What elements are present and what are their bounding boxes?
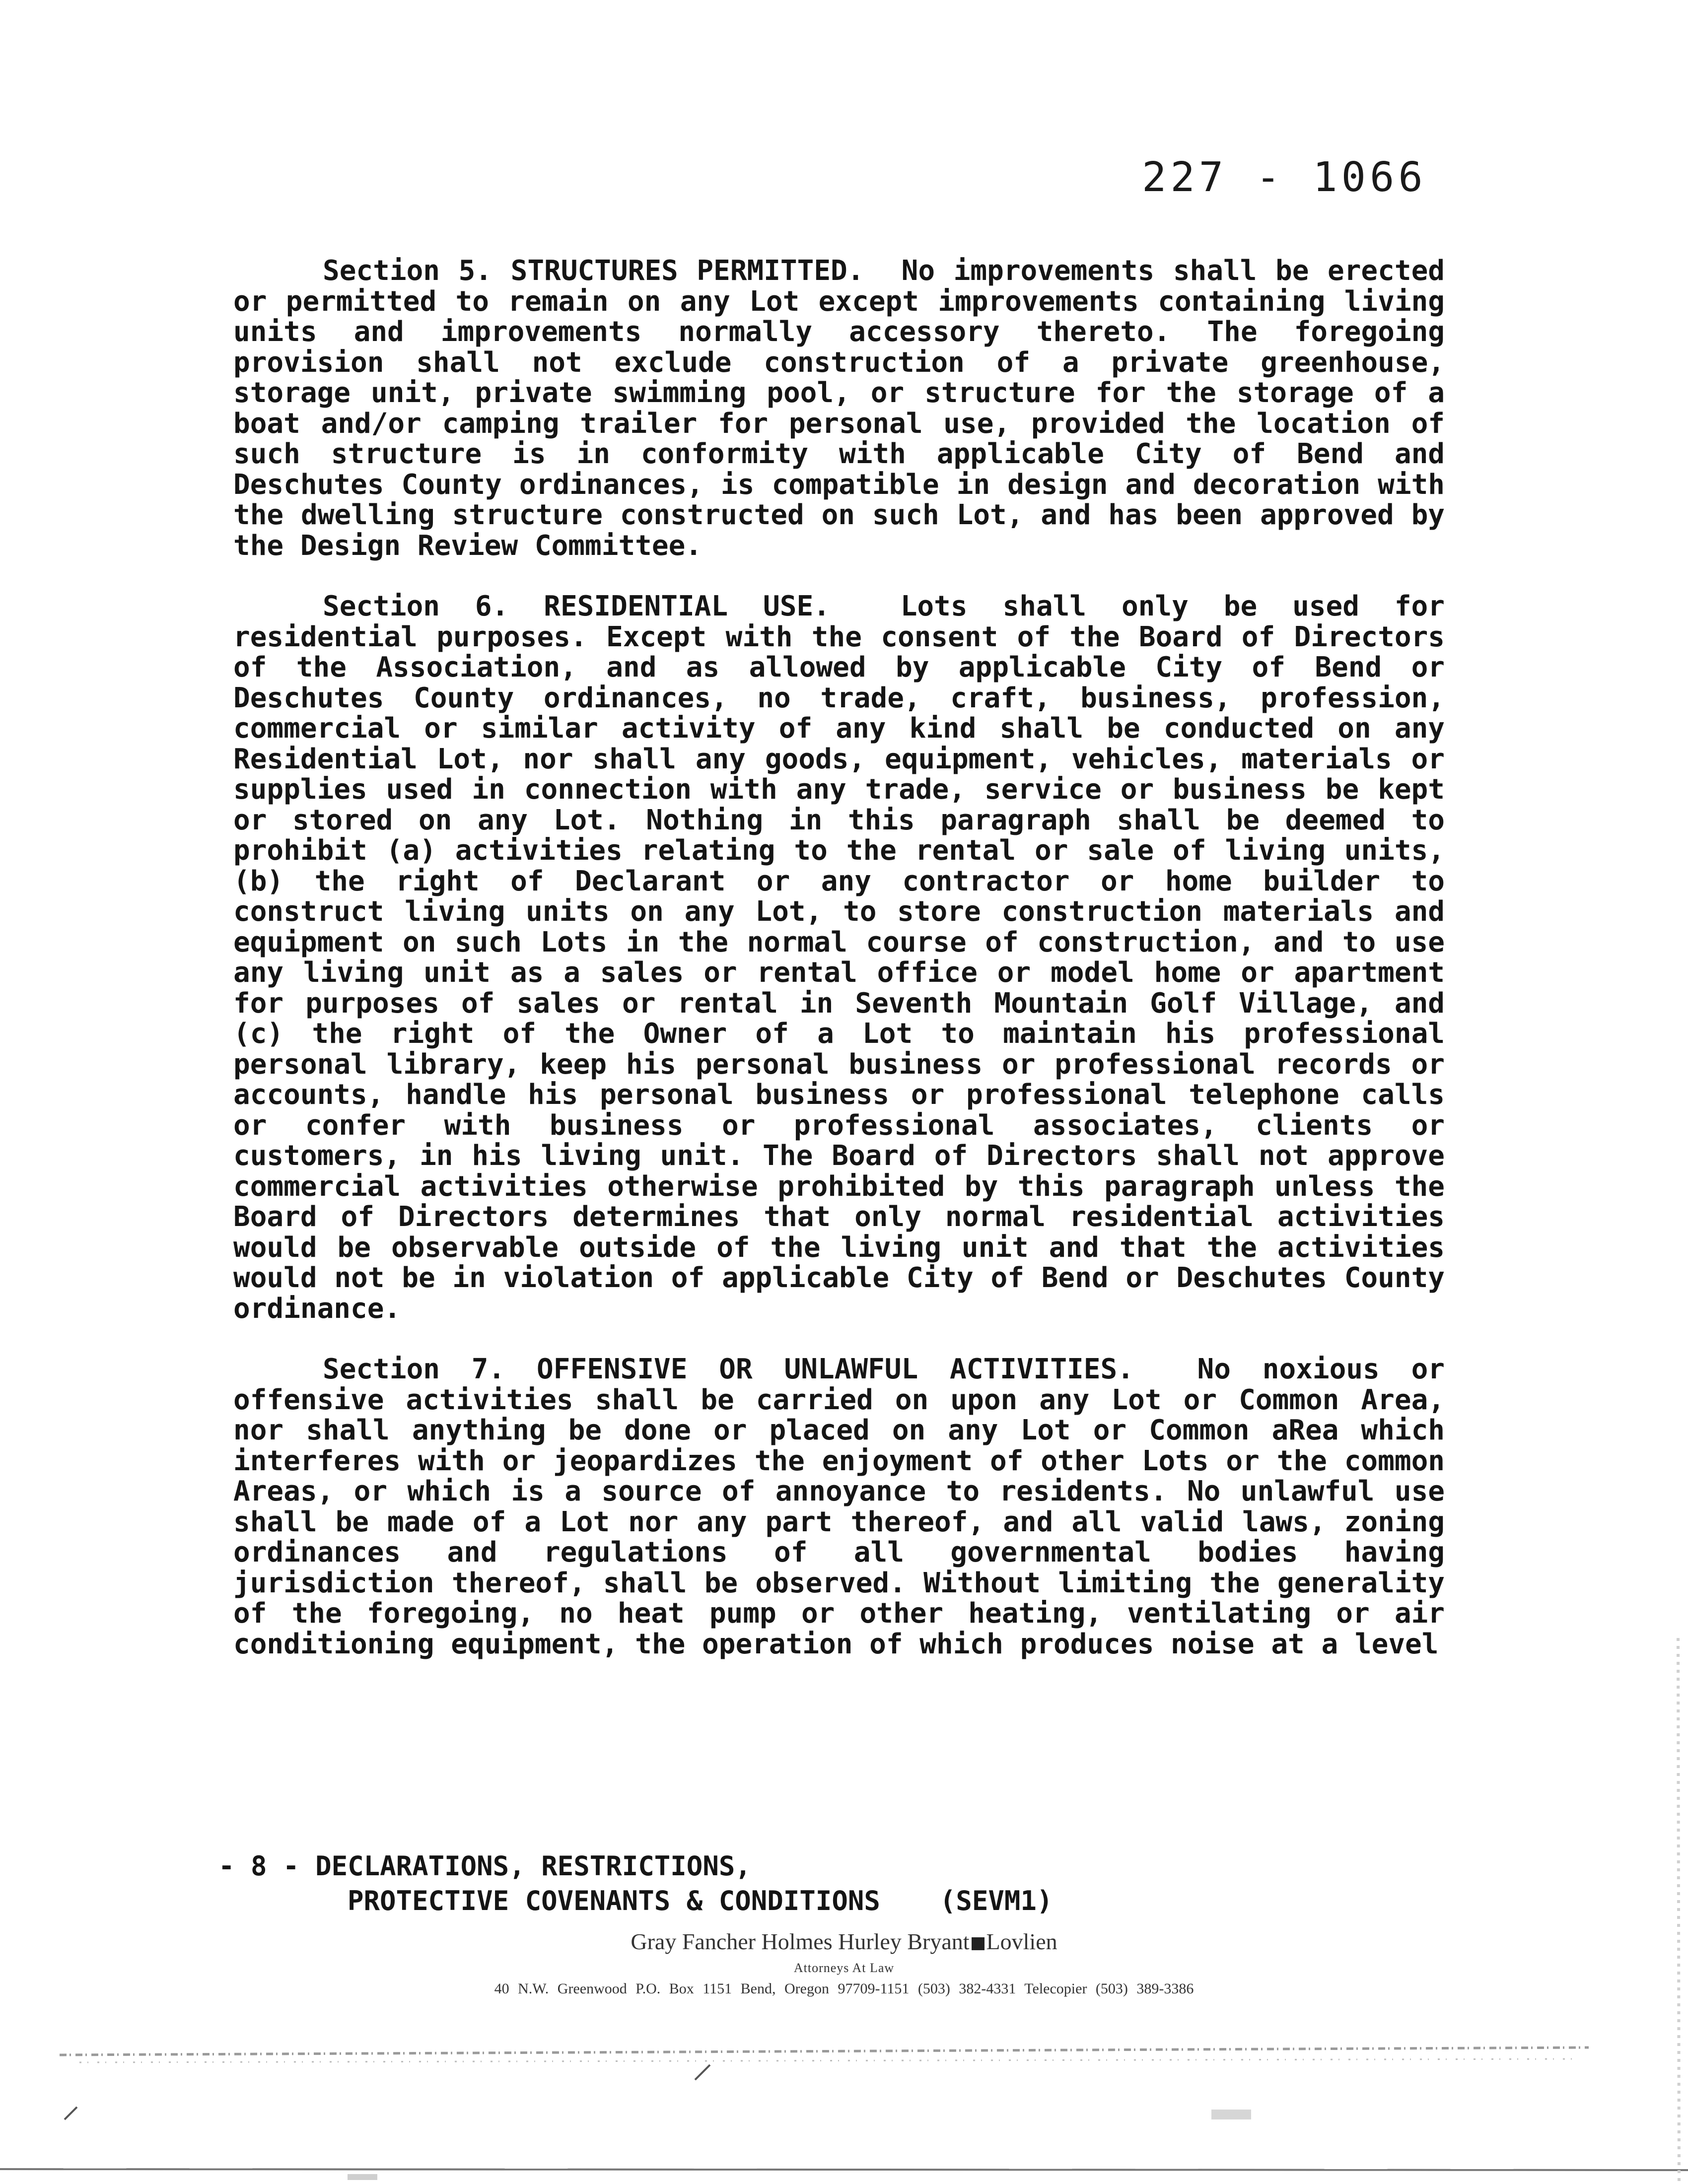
scan-mark-2 <box>695 2065 710 2080</box>
scan-bottom-edge <box>0 2169 1688 2170</box>
footer-covenants-title: PROTECTIVE COVENANTS & CONDITIONS <box>348 1885 880 1916</box>
section-7-text: No noxious or offensive activities shall be carried on upon any Lot or Common Area, nor shall anything be done or placed on any Lot or Common aRea which interferes with or jeopardizes the enjoyment of other Lots or the common Areas, or which is a source of annoyance to residents. No unlawful use shall be made of a Lot nor any part thereof, and all valid laws, zoning ordinances and regulations of all governmental bodies having jurisdiction thereof, shall be observed. Without limiting the generality of the foregoing, no heat pump or other heating, ventilating or air conditioning equipment, the operation of which produces noise at a level <box>233 1353 1445 1660</box>
section-6-heading: Section 6. RESIDENTIAL USE. <box>323 590 830 622</box>
document-body <box>233 256 1445 1690</box>
section-5-paragraph <box>233 256 1445 561</box>
law-firm-name-part-1: Gray Fancher Holmes Hurley Bryant <box>631 1929 970 1954</box>
section-5-text: No improvements shall be erected or permitted to remain on any Lot except improvements containing living units and improvements normally accessory thereto. The foregoing provision shall not exclude construction of a private greenhouse, storage unit, private swimming pool, or structure for the storage of a boat and/or camping trailer for personal use, provided the location of such structure is in conformity with applicable City of Bend and Deschutes County ordinances, is compatible in design and decoration with the dwelling structure constructed on such Lot, and has been approved by the Design Review Committee. <box>233 255 1445 562</box>
section-6-paragraph <box>233 591 1445 1324</box>
law-firm-name-part-2: Lovlien <box>986 1929 1057 1954</box>
section-5-heading: Section 5. STRUCTURES PERMITTED. <box>323 255 864 287</box>
scan-mark <box>65 2107 77 2119</box>
footer-page-label: - 8 - DECLARATIONS, RESTRICTIONS, <box>218 1850 751 1882</box>
footer-line-2 <box>218 1884 1053 1918</box>
section-7-paragraph <box>233 1354 1445 1659</box>
law-firm-address: 40 N.W. Greenwood P.O. Box 1151 Bend, Oregon 97709-1151 (503) 382-4331 Telecopier (503) 389-3386 <box>494 1980 1194 1997</box>
scan-streak-line <box>60 2048 1589 2055</box>
footer-caption <box>218 1849 1053 1918</box>
section-6-text: Lots shall only be used for residential purposes. Except with the consent of the Board of Directors of the Association, and as allowed by applicable City of Bend or Deschutes County ordinances, no trade, craft, business, profession, commercial or similar activity of any kind shall be conducted on any Residential Lot, nor shall any goods, equipment, vehicles, materials or supplies used in connection with any trade, service or business be kept or stored on any Lot. Nothing in this paragraph shall be deemed to prohibit (a) activities relating to the rental or sale of living units, (b) the right of Declarant or any contractor or home builder to construct living units on any Lot, to store construction materials and equipment on such Lots in the normal course of construction, and to use any living unit as a sales or rental office or model home or apartment for purposes of sales or rental in Seventh Mountain Golf Village, and (c) the right of the Owner of a Lot to maintain his professional personal library, keep his personal business or professional records or accounts, handle his personal business or professional telephone calls or confer with business or professional associates, clients or customers, in his living unit. The Board of Directors shall not approve commercial activities otherwise prohibited by this paragraph unless the Board of Directors determines that only normal residential activities would be observable outside of the living unit and that the activities would not be in violation of applicable City of Bend or Deschutes County ordinance. <box>233 590 1445 1325</box>
firm-logo-box-icon <box>972 1937 985 1950</box>
law-firm-name <box>298 1928 1390 1955</box>
law-firm-subtitle: Attorneys At Law <box>793 1961 895 1975</box>
scan-smudge-2 <box>348 2174 377 2180</box>
page-number: 227 - 1066 <box>1142 154 1427 201</box>
footer-doc-code: (SEVM1) <box>939 1885 1053 1916</box>
scan-streak-line-2 <box>79 2059 1579 2062</box>
scan-right-edge <box>1678 1638 1679 2184</box>
scan-smudge <box>1211 2110 1251 2119</box>
section-7-heading: Section 7. OFFENSIVE OR UNLAWFUL ACTIVITIES. <box>323 1353 1134 1385</box>
